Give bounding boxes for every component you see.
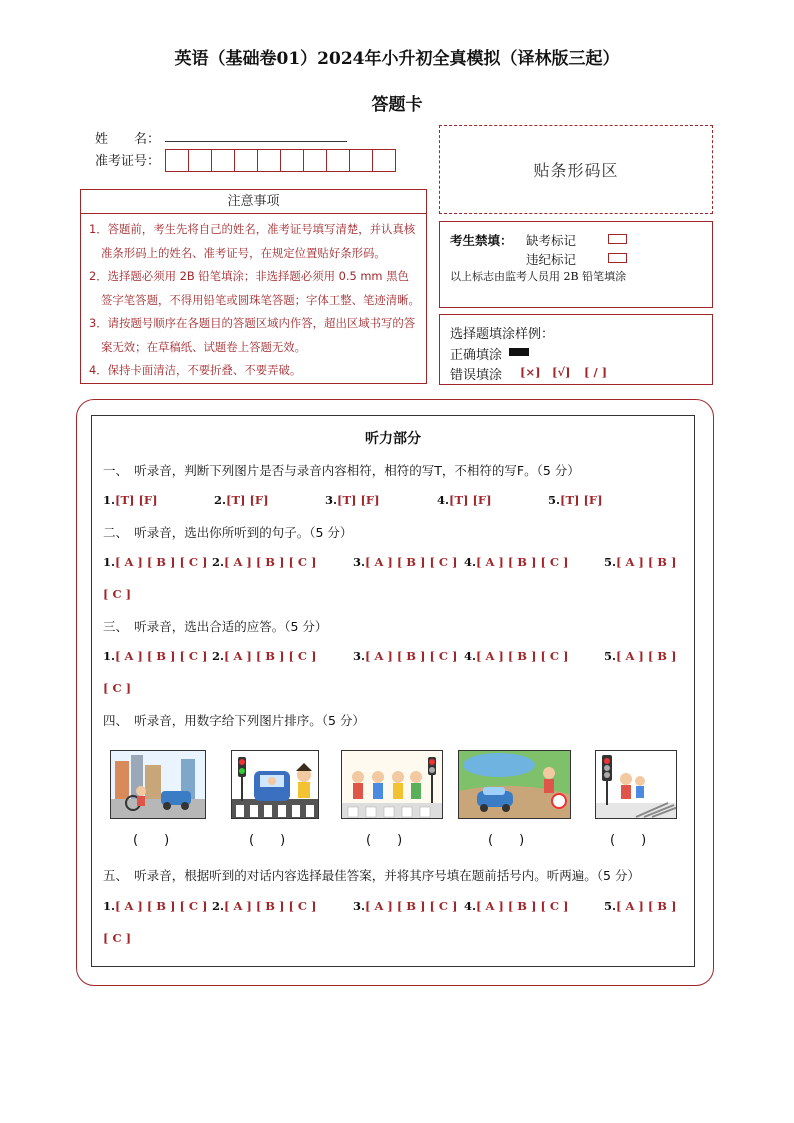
s5-q5-c[interactable]: [ C ]: [103, 931, 132, 945]
absent-label: 缺考标记: [526, 233, 577, 248]
s1-q2[interactable]: 2.[T] [F]: [214, 493, 269, 507]
section2-title: 二、 听录音，选出你所听到的句子。（5 分）: [103, 525, 353, 540]
order-blank-4[interactable]: ( ): [488, 833, 525, 848]
barcode-area: [439, 125, 713, 214]
s3-q2[interactable]: 2.[ A ] [ B ] [ C ]: [212, 649, 317, 663]
page-title: 英语（基础卷01）2024年小升初全真模拟（译林版三起）: [174, 49, 620, 69]
id-digit-box[interactable]: [372, 149, 396, 172]
correct-label: 正确填涂: [450, 348, 503, 363]
absent-mark-box[interactable]: [608, 234, 627, 244]
wrong-mark-check: [√]: [552, 365, 571, 379]
wrong-mark-x: [×]: [520, 365, 541, 379]
s2-q4[interactable]: 4.[ A ] [ B ] [ C ]: [464, 555, 569, 569]
id-label: 准考证号：: [95, 154, 161, 169]
id-number-boxes[interactable]: [165, 149, 395, 172]
id-digit-box[interactable]: [188, 149, 212, 172]
s5-q2[interactable]: 2.[ A ] [ B ] [ C ]: [212, 899, 317, 913]
id-digit-box[interactable]: [211, 149, 235, 172]
forbid-note: 以上标志由监考人员用 2B 铅笔填涂: [450, 270, 627, 283]
s3-q3[interactable]: 3.[ A ] [ B ] [ C ]: [353, 649, 458, 663]
s1-q5[interactable]: 5.[T] [F]: [548, 493, 603, 507]
notice-item: 1．答题前，考生先将自己的姓名，准考证号填写清楚，并认真核准条形码上的姓名、准考证号，在规定位置贴好条形码。: [89, 222, 416, 260]
s3-q5-c[interactable]: [ C ]: [103, 681, 132, 695]
s3-q1[interactable]: 1.[ A ] [ B ] [ C ]: [103, 649, 208, 663]
s2-q3[interactable]: 3.[ A ] [ B ] [ C ]: [353, 555, 458, 569]
id-digit-box[interactable]: [234, 149, 258, 172]
fill-example-box: [439, 314, 713, 385]
wrong-mark-slash: [ / ]: [584, 365, 608, 379]
s3-q5[interactable]: 5.[ A ] [ B ]: [604, 649, 677, 663]
s5-q3[interactable]: 3.[ A ] [ B ] [ C ]: [353, 899, 458, 913]
picture-red-light-kids: [595, 750, 677, 819]
violation-label: 违纪标记: [526, 252, 577, 267]
s2-q2[interactable]: 2.[ A ] [ B ] [ C ]: [212, 555, 317, 569]
s2-q5[interactable]: 5.[ A ] [ B ]: [604, 555, 677, 569]
s1-q1[interactable]: 1.[T] [F]: [103, 493, 158, 507]
id-digit-box[interactable]: [349, 149, 373, 172]
listening-section: [91, 415, 695, 967]
s5-q1[interactable]: 1.[ A ] [ B ] [ C ]: [103, 899, 208, 913]
picture-park-car: [458, 750, 571, 819]
section5-title: 五、 听录音，根据听到的对话内容选择最佳答案，并将其序号填在题前括号内。听两遍。（5 分）: [103, 868, 640, 883]
notice-item: 3．请按题号顺序在各题目的答题区域内作答，超出区域书写的答案无效；在草稿纸、试题卷上答题无效。: [89, 316, 416, 354]
picture-street-traffic: [110, 750, 206, 819]
notice-heading: 注意事项: [81, 190, 426, 214]
s1-q4[interactable]: 4.[T] [F]: [437, 493, 492, 507]
page-subtitle: 答题卡: [371, 95, 423, 115]
s2-q1[interactable]: 1.[ A ] [ B ] [ C ]: [103, 555, 208, 569]
id-digit-box[interactable]: [165, 149, 189, 172]
section1-title: 一、 听录音，判断下列图片是否与录音内容相符，相符的写T，不相符的写F。（5 分）: [103, 463, 580, 478]
notice-item: 4．保持卡面清洁，不要折叠、不要弄破。: [89, 363, 302, 377]
examinee-forbid-box: [439, 221, 713, 308]
order-blank-1[interactable]: ( ): [133, 833, 170, 848]
section4-title: 四、 听录音，用数字给下列图片排序。（5 分）: [103, 713, 365, 728]
id-digit-box[interactable]: [303, 149, 327, 172]
picture-children-crossing: [341, 750, 443, 819]
section3-title: 三、 听录音，选出合适的应答。（5 分）: [103, 619, 328, 634]
s2-q5-c[interactable]: [ C ]: [103, 587, 132, 601]
wrong-label: 错误填涂: [450, 368, 503, 383]
notice-item: 2．选择题必须用 2B 铅笔填涂；非选择题必须用 0.5 mm 黑色签字笔答题，不得用铅笔或圆珠笔答题；字体工整、笔迹清晰。: [89, 269, 420, 307]
id-digit-box[interactable]: [257, 149, 281, 172]
correct-fill-sample: [509, 348, 529, 356]
s3-q4[interactable]: 4.[ A ] [ B ] [ C ]: [464, 649, 569, 663]
name-label: 姓 名：: [95, 132, 161, 147]
example-title: 选择题填涂样例：: [450, 327, 555, 342]
barcode-label: 贴条形码区: [533, 161, 619, 180]
violation-mark-box[interactable]: [608, 253, 627, 263]
order-blank-5[interactable]: ( ): [610, 833, 647, 848]
picture-traffic-light-car: [231, 750, 319, 819]
forbid-label: 考生禁填：: [450, 233, 513, 248]
s5-q4[interactable]: 4.[ A ] [ B ] [ C ]: [464, 899, 569, 913]
name-field[interactable]: [165, 141, 347, 142]
id-digit-box[interactable]: [280, 149, 304, 172]
s1-q3[interactable]: 3.[T] [F]: [325, 493, 380, 507]
id-digit-box[interactable]: [326, 149, 350, 172]
s5-q5[interactable]: 5.[ A ] [ B ]: [604, 899, 677, 913]
notice-box: [80, 189, 427, 384]
listening-heading: 听力部分: [365, 431, 421, 447]
order-blank-2[interactable]: ( ): [249, 833, 286, 848]
order-blank-3[interactable]: ( ): [366, 833, 403, 848]
